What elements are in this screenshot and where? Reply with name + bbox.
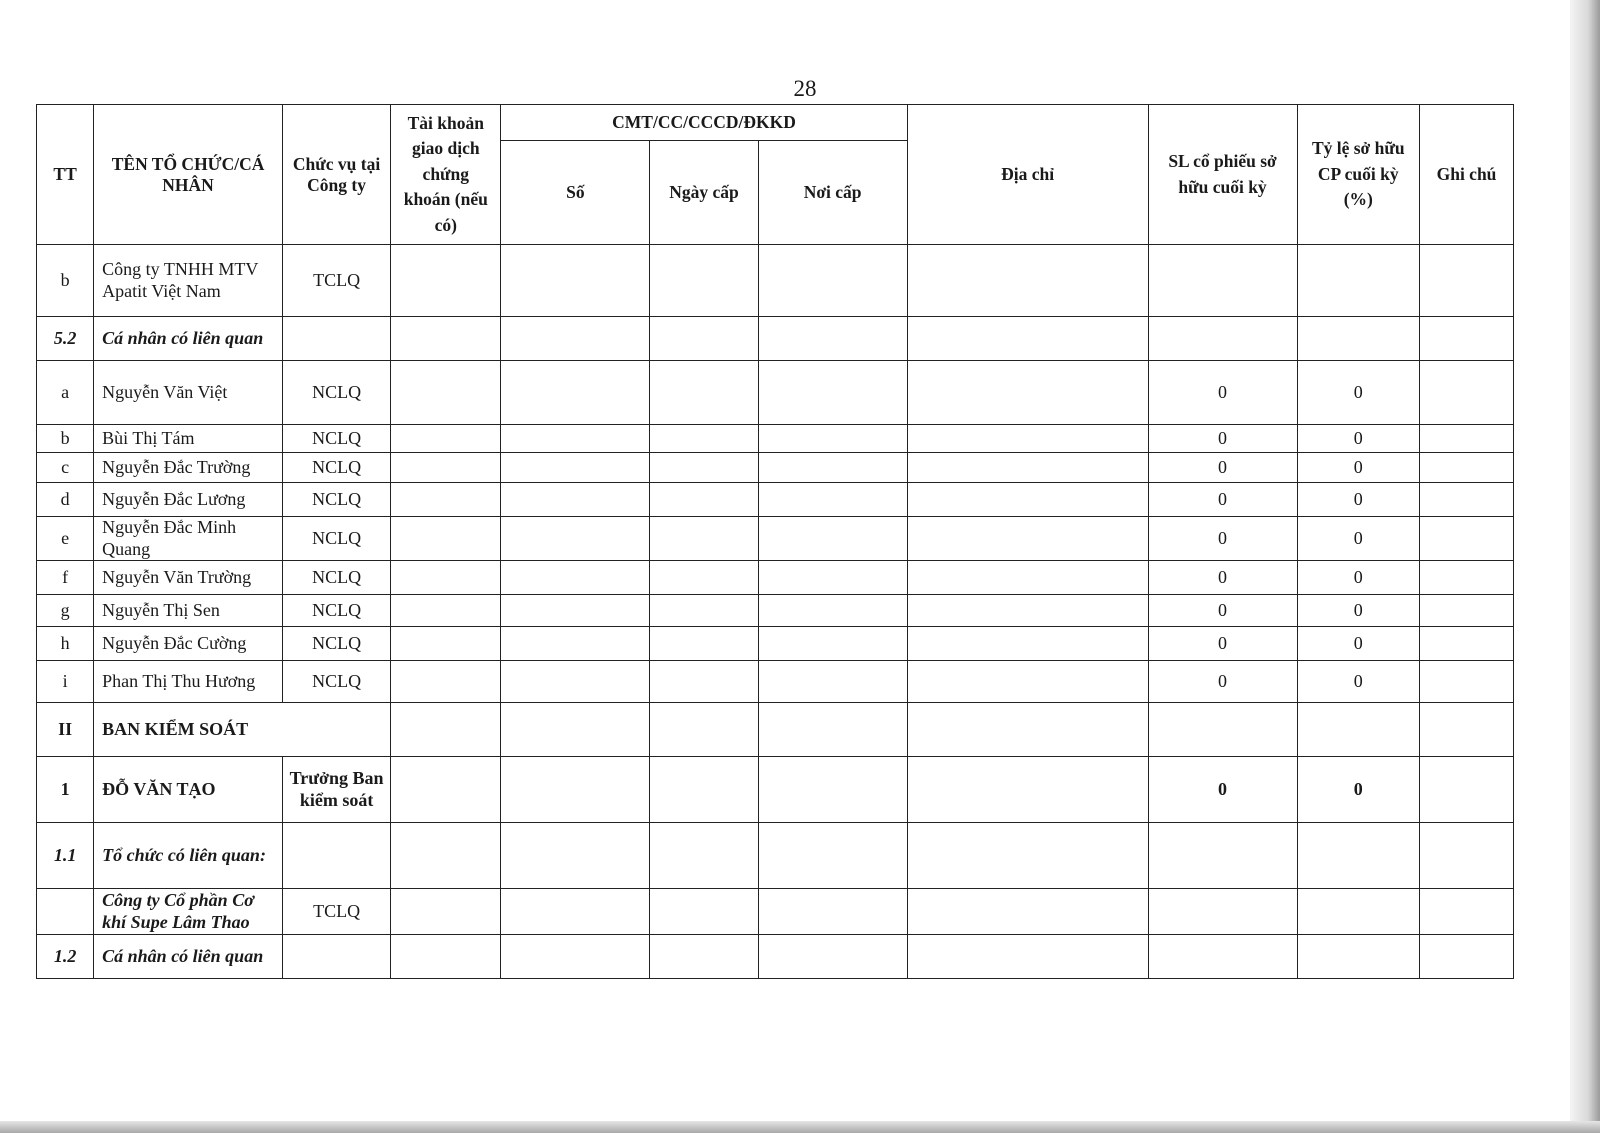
- row-position: Trưởng Ban kiểm soát: [282, 757, 390, 823]
- row-shares: 0: [1148, 561, 1297, 595]
- row-shares: 0: [1148, 483, 1297, 517]
- row-ratio: [1297, 703, 1419, 757]
- header-issue-date: Ngày cấp: [650, 141, 758, 245]
- row-tt: f: [37, 561, 94, 595]
- row-name: BAN KIỂM SOÁT: [94, 703, 283, 757]
- row-ratio: [1297, 317, 1419, 361]
- row-position: [282, 823, 390, 889]
- row-tt: [37, 889, 94, 935]
- row-position: NCLQ: [282, 517, 390, 561]
- row-name: Công ty TNHH MTV Apatit Việt Nam: [94, 245, 283, 317]
- row-tt: 1.2: [37, 935, 94, 979]
- row-tt: 5.2: [37, 317, 94, 361]
- row-name: Phan Thị Thu Hương: [94, 661, 283, 703]
- row-ratio: 0: [1297, 517, 1419, 561]
- table-row: [37, 425, 1514, 453]
- row-shares: [1148, 889, 1297, 935]
- row-name: ĐỖ VĂN TẠO: [94, 757, 283, 823]
- row-position: NCLQ: [282, 561, 390, 595]
- row-shares: [1148, 245, 1297, 317]
- row-tt: c: [37, 453, 94, 483]
- row-ratio: 0: [1297, 561, 1419, 595]
- table-row: [37, 453, 1514, 483]
- table-row: [37, 517, 1514, 561]
- row-name: Nguyễn Văn Trường: [94, 561, 283, 595]
- row-shares: 0: [1148, 453, 1297, 483]
- row-shares: 0: [1148, 757, 1297, 823]
- row-tt: II: [37, 703, 94, 757]
- row-name: Nguyễn Đắc Trường: [94, 453, 283, 483]
- row-name: Nguyễn Đắc Lương: [94, 483, 283, 517]
- header-note: Ghi chú: [1420, 105, 1514, 245]
- header-id-group: CMT/CC/CCCD/ĐKKD: [501, 105, 907, 141]
- row-tt: d: [37, 483, 94, 517]
- row-shares: [1148, 703, 1297, 757]
- table-row: [37, 317, 1514, 361]
- row-ratio: 0: [1297, 757, 1419, 823]
- row-name: Nguyễn Đắc Cường: [94, 627, 283, 661]
- row-ratio: 0: [1297, 425, 1419, 453]
- table-row: [37, 561, 1514, 595]
- header-tt: TT: [37, 105, 94, 245]
- table-row: [37, 889, 1514, 935]
- row-tt: i: [37, 661, 94, 703]
- header-issue-place: Nơi cấp: [758, 141, 907, 245]
- table-row: [37, 627, 1514, 661]
- row-shares: [1148, 935, 1297, 979]
- scan-right-edge: [1570, 0, 1600, 1133]
- row-tt: h: [37, 627, 94, 661]
- row-position: [282, 703, 390, 757]
- row-ratio: 0: [1297, 361, 1419, 425]
- shareholder-table: [36, 104, 1514, 979]
- table-row: [37, 935, 1514, 979]
- row-tt: 1.1: [37, 823, 94, 889]
- row-tt: g: [37, 595, 94, 627]
- row-name: Công ty Cổ phần Cơ khí Supe Lâm Thao: [94, 889, 283, 935]
- row-name: Tổ chức có liên quan:: [94, 823, 283, 889]
- row-tt: b: [37, 425, 94, 453]
- row-position: NCLQ: [282, 627, 390, 661]
- page-number: 28: [793, 76, 817, 101]
- row-ratio: 0: [1297, 453, 1419, 483]
- row-position: NCLQ: [282, 483, 390, 517]
- table-row: [37, 595, 1514, 627]
- row-ratio: [1297, 889, 1419, 935]
- header-position: Chức vụ tại Công ty: [282, 105, 390, 245]
- table-row-section: [37, 703, 1514, 757]
- row-position: NCLQ: [282, 661, 390, 703]
- row-name: Nguyễn Đắc Minh Quang: [94, 517, 283, 561]
- table-row: [37, 757, 1514, 823]
- scan-bottom-edge: [0, 1121, 1600, 1133]
- row-position: NCLQ: [282, 425, 390, 453]
- row-name: Nguyễn Thị Sen: [94, 595, 283, 627]
- row-ratio: 0: [1297, 483, 1419, 517]
- row-ratio: [1297, 245, 1419, 317]
- header-address: Địa chỉ: [907, 105, 1148, 245]
- table-row: [37, 661, 1514, 703]
- row-name: Cá nhân có liên quan: [94, 935, 283, 979]
- row-name: Bùi Thị Tám: [94, 425, 283, 453]
- row-position: TCLQ: [282, 889, 390, 935]
- row-position: NCLQ: [282, 595, 390, 627]
- row-position: TCLQ: [282, 245, 390, 317]
- row-position: [282, 317, 390, 361]
- header-row-1: [37, 105, 1514, 141]
- header-id-number: Số: [501, 141, 650, 245]
- row-name: Cá nhân có liên quan: [94, 317, 283, 361]
- row-tt: e: [37, 517, 94, 561]
- table-row: [37, 823, 1514, 889]
- row-ratio: 0: [1297, 627, 1419, 661]
- row-shares: 0: [1148, 517, 1297, 561]
- header-ratio: Tỷ lệ sở hữu CP cuối kỳ (%): [1297, 105, 1419, 245]
- row-ratio: 0: [1297, 661, 1419, 703]
- header-shares: SL cổ phiếu sở hữu cuối kỳ: [1148, 105, 1297, 245]
- row-shares: 0: [1148, 627, 1297, 661]
- row-position: [282, 935, 390, 979]
- header-account: Tài khoản giao dịch chứng khoán (nếu có): [391, 105, 501, 245]
- row-position: NCLQ: [282, 361, 390, 425]
- row-tt: a: [37, 361, 94, 425]
- row-name: Nguyễn Văn Việt: [94, 361, 283, 425]
- row-shares: 0: [1148, 361, 1297, 425]
- row-shares: 0: [1148, 595, 1297, 627]
- row-tt: 1: [37, 757, 94, 823]
- row-ratio: [1297, 823, 1419, 889]
- row-shares: 0: [1148, 661, 1297, 703]
- row-shares: [1148, 317, 1297, 361]
- table-row: [37, 361, 1514, 425]
- row-shares: [1148, 823, 1297, 889]
- row-ratio: 0: [1297, 595, 1419, 627]
- row-shares: 0: [1148, 425, 1297, 453]
- row-position: NCLQ: [282, 453, 390, 483]
- table-row: [37, 483, 1514, 517]
- row-ratio: [1297, 935, 1419, 979]
- table-row: [37, 245, 1514, 317]
- header-name: TÊN TỔ CHỨC/CÁ NHÂN: [94, 105, 283, 245]
- row-tt: b: [37, 245, 94, 317]
